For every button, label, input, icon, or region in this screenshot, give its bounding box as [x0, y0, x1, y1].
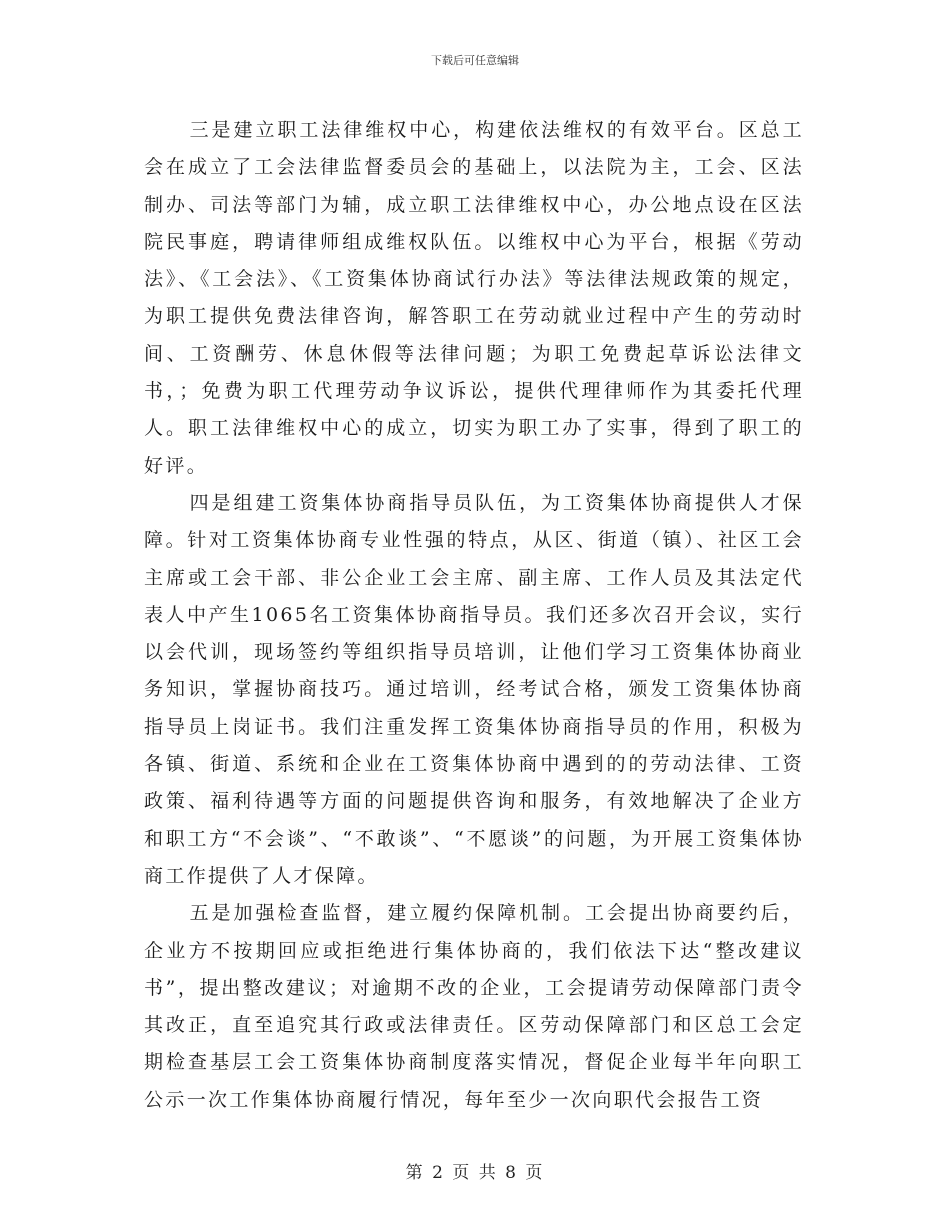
page-header-note: 下载后可任意编辑: [431, 54, 519, 67]
page-number-footer: 第 2 页 共 8 页: [405, 1163, 545, 1183]
paragraph-inspection-supervision: 五是加强检查监督，建立履约保障机制。工会提出协商要约后，企业方不按期回应或拒绝进行集体协商的，我们依法下达“整改建议书”，提出整改建议；对逾期不改的企业，工会提请劳动保障部门责令其改正，直至追究其行政或法律责任。区劳动保障部门和区总工会定期检查基层工会工资集体协商制度落实情况，督促企业每半年向职工公示一次工作集体协商履行情况，每年至少一次向职代会报告工资: [144, 902, 804, 1111]
paragraph-legal-aid-center: 三是建立职工法律维权中心，构建依法维权的有效平台。区总工会在成立了工会法律监督委员会的基础上，以法院为主，工会、区法制办、司法等部门为辅，成立职工法律维权中心，办公地点设在区法院民事庭，聘请律师组成维权队伍。以维权中心为平台，根据《劳动法》、《工会法》、《工资集体协商试行办法》等法律法规政策的规定，为职工提供免费法律咨询，解答职工在劳动就业过程中产生的劳动时间、工资酬劳、休息休假等法律问题；为职工免费起草诉讼法律文书，；免费为职工代理劳动争议诉讼，提供代理律师作为其委托代理人。职工法律维权中心的成立，切实为职工办了实事，得到了职工的好评。: [144, 119, 804, 477]
paragraph-negotiation-instructors: 四是组建工资集体协商指导员队伍，为工资集体协商提供人才保障。针对工资集体协商专业性强的特点，从区、街道（镇）、社区工会主席或工会干部、非公企业工会主席、副主席、工作人员及其法定代表人中产生1065名工资集体协商指导员。我们还多次召开会议，实行以会代训，现场签约等组织指导员培训，让他们学习工资集体协商业务知识，掌握协商技巧。通过培训，经考试合格，颁发工资集体协商指导员上岗证书。我们注重发挥工资集体协商指导员的作用，积极为各镇、街道、系统和企业在工资集体协商中遇到的的劳动法律、工资政策、福利待遇等方面的问题提供咨询和服务，有效地解决了企业方和职工方“不会谈”、“不敢谈”、“不愿谈”的问题，为开展工资集体协商工作提供了人才保障。: [144, 491, 804, 887]
document-body: [144, 112, 804, 1119]
